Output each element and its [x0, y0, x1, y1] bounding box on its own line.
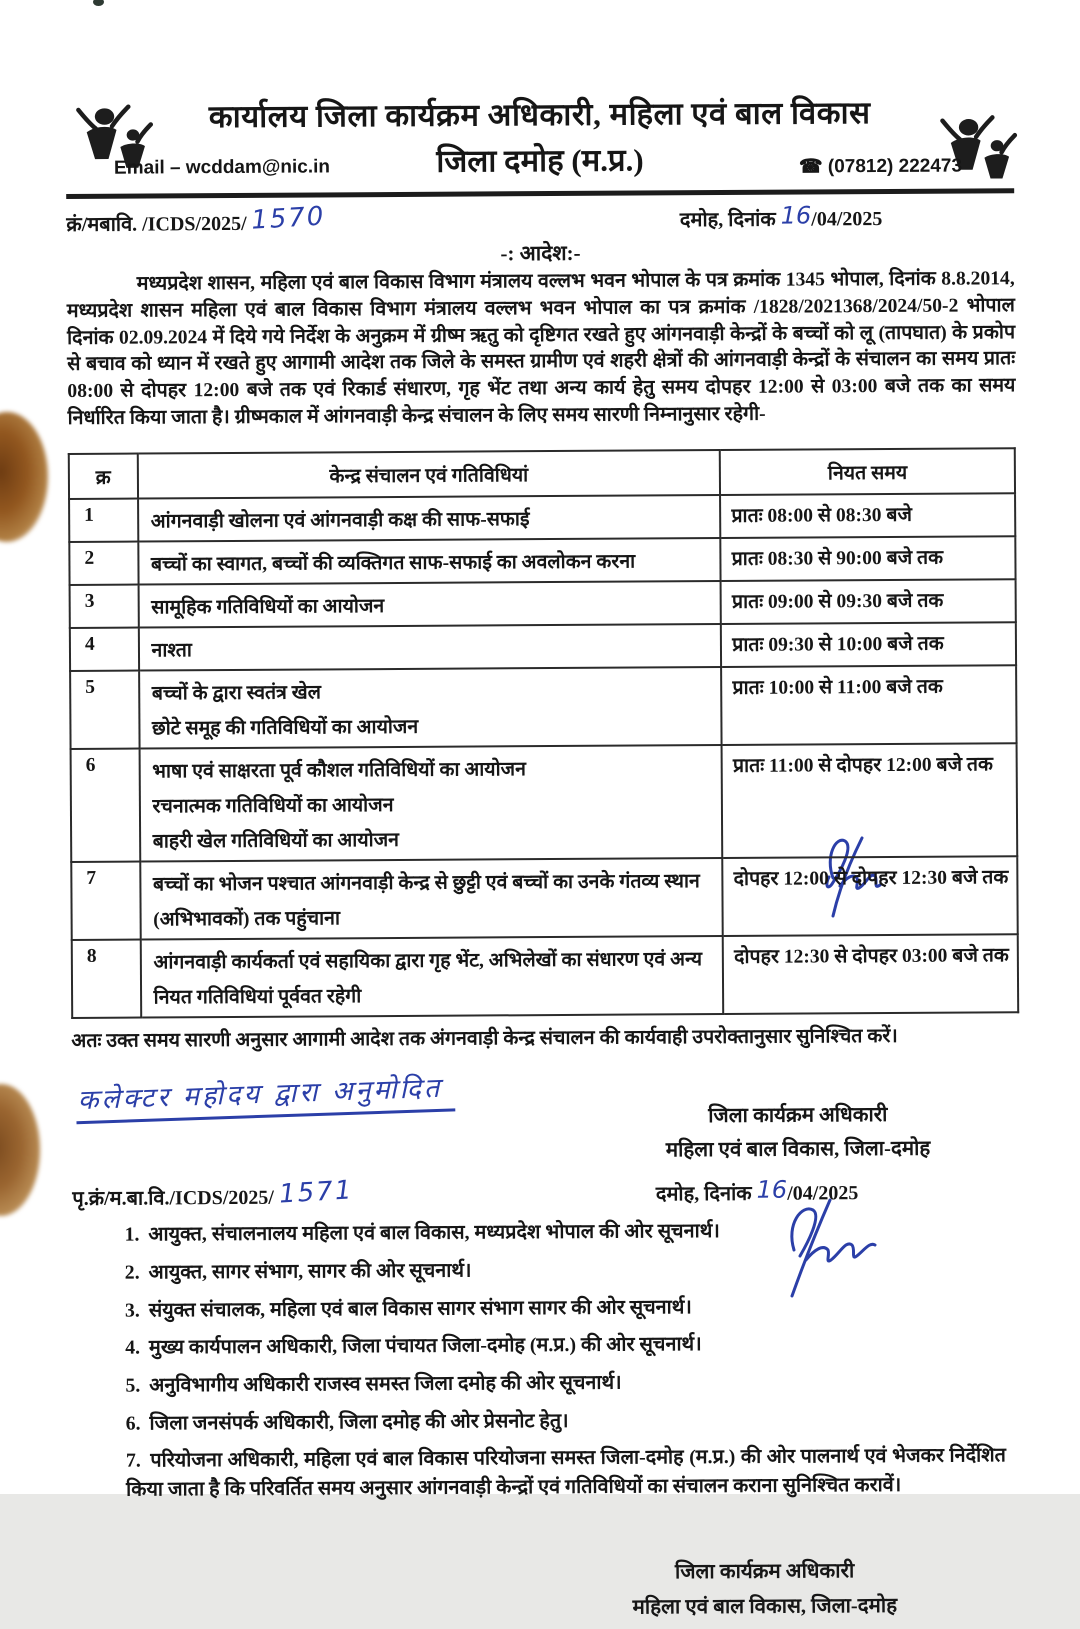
reference-line	[66, 202, 1014, 238]
activity-line: बच्चों का स्वागत, बच्चों की व्यक्तिगत साफ-सफाई का अवलोकन करना	[150, 551, 636, 576]
row-sno: 1	[69, 498, 138, 541]
letterhead-divider	[66, 188, 1014, 199]
activity-line: बाहरी खेल गतिविधियों का आयोजन	[152, 829, 400, 853]
activity-line: नियत गतिविधियां पूर्ववत रहेगी	[153, 985, 362, 1009]
signatory-department: महिला एवं बाल विकास, जिला-दमोह	[665, 1138, 931, 1162]
row-activity	[140, 936, 723, 1018]
row-activity	[138, 581, 721, 628]
row-time: प्रातः 09:30 से 10:00 बजे तक	[721, 622, 1016, 667]
endorsement-place-date: दमोह, दिनांक 16/04/2025	[655, 1175, 859, 1206]
fingerprint-smudge-top	[0, 412, 48, 542]
phone-icon: ☎	[798, 156, 823, 178]
office-district: जिला दमोह (म.प्र.)	[436, 142, 644, 179]
row-time: प्रातः 09:00 से 09:30 बजे तक	[721, 579, 1016, 624]
order-body-paragraph: मध्यप्रदेश शासन, महिला एवं बाल विकास विभाग मंत्रालय वल्लभ भवन भोपाल के पत्र क्रमांक 1345 भोपाल, दिनांक 8.8.2014, मध्यप्रदेश शासन महिला एवं बाल विकास विभाग मंत्रालय वल्लभ भवन भोपाल का पत्र क्रमांक /1828/2021368/2024/50-2 भोपाल दिनांक 02.09.2024 में दिये गये निर्देश के अनुक्रम में ग्रीष्म ऋतु को दृष्टिगत रखते हुए आंगनवाड़ी केन्द्रों के बच्चों को लू (तापघात) के प्रकोप से बचाव को ध्यान में रखते हुए आगामी आदेश तक जिले के समस्त ग्रामीण एवं शहरी क्षेत्रों की आंगनवाड़ी केन्द्रों के संचालन का समय प्रातः 08:00 से दोपहर 12:00 बजे तक एवं रिकार्ड संधारण, गृह भेंट तथा अन्य कार्य हेतु समय दोपहर 12:00 से 03:00 बजे तक का समय निर्धारित किया जाता है। ग्रीष्मकाल में आंगनवाड़ी केन्द्र संचालन के लिए समय सारणी निम्नानुसार रहेगी-	[66, 268, 1016, 430]
table-row	[69, 536, 1015, 585]
endorsement-reference-line	[72, 1176, 1020, 1212]
cc-list-item	[125, 1291, 1021, 1325]
row-activity	[139, 667, 722, 749]
cc-item-text: संयुक्त संचालक, महिला एवं बाल विकास सागर संभाग सागर की ओर सूचनार्थ।	[143, 1295, 692, 1322]
table-row	[69, 493, 1015, 542]
place-and-date: दमोह, दिनांक 16/04/2025	[679, 201, 883, 232]
activity-line: बच्चों का भोजन पश्चात आंगनवाड़ी केन्द्र से छुट्टी एवं बच्चों का उनके गंतव्य स्थान	[152, 870, 700, 896]
cc-list-item	[125, 1253, 1021, 1287]
table-row	[72, 934, 1018, 1018]
table-row	[71, 743, 1018, 862]
activity-line: भाषा एवं साक्षरता पूर्व कौशल गतिविधियों का आयोजन	[152, 758, 526, 783]
col-header-sno: क्र	[69, 453, 138, 498]
cc-item-number: 4.	[125, 1336, 141, 1360]
row-activity	[140, 858, 723, 940]
cc-item-number: 2.	[124, 1261, 140, 1284]
table-header-row	[69, 448, 1015, 499]
handwritten-endorsement-number: 1571	[277, 1175, 354, 1210]
cc-item-text: मुख्य कार्यपालन अधिकारी, जिला पंचायत जिला-दमोह (म.प्र.) की ओर सूचनार्थ।	[144, 1333, 702, 1359]
cc-item-number: 1.	[124, 1223, 140, 1246]
row-sno: 7	[71, 861, 140, 939]
cc-item-text: अनुविभागीय अधिकारी राजस्व समस्त जिला दमोह की ओर सूचनार्थ।	[144, 1371, 622, 1397]
office-email: Email – wcddam@nic.in	[113, 156, 331, 179]
activity-line: आंगनवाड़ी कार्यकर्ता एवं सहायिका द्वारा गृह भेंट, अभिलेखों का संधारण एवं अन्य	[153, 948, 703, 974]
cc-list-item	[126, 1442, 1006, 1505]
activity-line: रचनात्मक गतिविधियों का आयोजन	[152, 794, 394, 818]
row-sno: 6	[71, 748, 140, 861]
cc-distribution-list	[72, 1215, 1022, 1504]
row-time: प्रातः 08:00 से 08:30 बजे	[720, 493, 1015, 538]
fingerprint-smudge-bottom	[0, 1084, 40, 1216]
cc-item-number: 6.	[125, 1412, 141, 1435]
cc-list-item	[124, 1215, 1020, 1249]
cc-item-text: आयुक्त, संचालनालय महिला एवं बाल विकास, मध्यप्रदेश भोपाल की ओर सूचनार्थ।	[143, 1220, 720, 1246]
cc-item-number: 3.	[124, 1299, 140, 1322]
letterhead	[66, 90, 1015, 199]
handwritten-approval-note: कलेक्टर महोदय द्वारा अनुमोदित	[75, 1067, 455, 1124]
row-sno: 3	[70, 584, 139, 627]
col-header-time: नियत समय	[720, 448, 1015, 495]
signatory-designation: जिला कार्यक्रम अधिकारी	[708, 1103, 888, 1127]
signatory-department: महिला एवं बाल विकास, जिला-दमोह	[632, 1594, 898, 1619]
reference-number: क्रं/मबावि. /ICDS/2025/ 1570	[66, 201, 327, 236]
table-row	[70, 665, 1016, 749]
schedule-table	[68, 447, 1019, 1019]
activity-line: बच्चों के द्वारा स्वतंत्र खेल	[151, 682, 322, 705]
row-sno: 2	[69, 541, 138, 584]
cc-item-text: आयुक्त, सागर संभाग, सागर की ओर सूचनार्थ।	[143, 1259, 472, 1284]
activity-line: छोटे समूह की गतिविधियों का आयोजन	[151, 716, 419, 740]
row-activity	[138, 624, 721, 671]
signatory-designation: जिला कार्यक्रम अधिकारी	[674, 1560, 855, 1584]
activity-line: नाश्ता	[151, 639, 192, 662]
cc-item-text: जिला जनसंपर्क अधिकारी, जिला दमोह की ओर प्रेसनोट हेतु।	[144, 1409, 569, 1435]
document-content	[65, 0, 1023, 1629]
activity-line: आंगनवाड़ी खोलना एवं आंगनवाड़ी कक्ष की साफ-सफाई	[150, 508, 530, 533]
row-time: दोपहर 12:30 से दोपहर 03:00 बजे तक	[723, 934, 1018, 1014]
closing-instruction: अतः उक्त समय सारणी अनुसार आगामी आदेश तक अंगनवाड़ी केन्द्र संचालन की कार्यवाही उपरोक्तानुसार सुनिश्चित करें।	[71, 1025, 898, 1052]
handwritten-date-day: 16	[780, 201, 812, 230]
handwritten-date-day: 16	[756, 1175, 788, 1205]
cc-item-number: 5.	[125, 1374, 141, 1397]
cc-list-item	[125, 1366, 1021, 1400]
cc-item-number: 7.	[125, 1450, 141, 1473]
row-time: प्रातः 08:30 से 90:00 बजे तक	[721, 536, 1016, 581]
row-sno: 4	[70, 627, 139, 670]
row-activity	[139, 745, 722, 862]
order-heading: -: आदेश:-	[500, 240, 581, 266]
row-time: दोपहर 12:00 से दोपहर 12:30 बजे तक	[723, 856, 1018, 936]
handwritten-ref-number: 1570	[250, 201, 327, 236]
cc-list-item	[126, 1404, 1022, 1438]
activity-line: सामूहिक गतिविधियों का आयोजन	[151, 595, 385, 619]
endorsement-number: पृ.क्रं/म.बा.वि./ICDS/2025/ 1571	[72, 1175, 354, 1211]
row-activity	[138, 495, 721, 542]
row-time: प्रातः 11:00 से दोपहर 12:00 बजे तक	[722, 743, 1017, 858]
office-title: कार्यालय जिला कार्यक्रम अधिकारी, महिला एवं बाल विकास	[208, 95, 871, 135]
cc-item-text: परियोजना अधिकारी, महिला एवं बाल विकास परियोजना समस्त जिला-दमोह (म.प्र.) की ओर पालनार्थ एवं भेजकर निर्देशित किया जाता है कि परिवर्तित समय अनुसार आंगनवाड़ी केन्द्रों एवं गतिविधियों का संचालन कराना सुनिश्चित करावें।	[126, 1444, 1006, 1501]
cc-list-item	[125, 1329, 1021, 1363]
table-row	[70, 622, 1016, 671]
row-sno: 8	[72, 939, 141, 1017]
office-phone: ☎ (07812) 222473	[798, 155, 963, 178]
table-row	[70, 579, 1016, 628]
row-time: प्रातः 10:00 से 11:00 बजे तक	[721, 665, 1016, 745]
col-header-activity: केन्द्र संचालन एवं गतिविधियां	[137, 450, 720, 499]
row-sno: 5	[70, 670, 139, 748]
table-row	[71, 856, 1017, 940]
signatory-block-bottom	[575, 1553, 955, 1625]
row-activity	[138, 538, 721, 585]
signatory-block-top	[618, 1097, 978, 1169]
activity-line: (अभिभावकों) तक पहुंचाना	[153, 907, 341, 931]
